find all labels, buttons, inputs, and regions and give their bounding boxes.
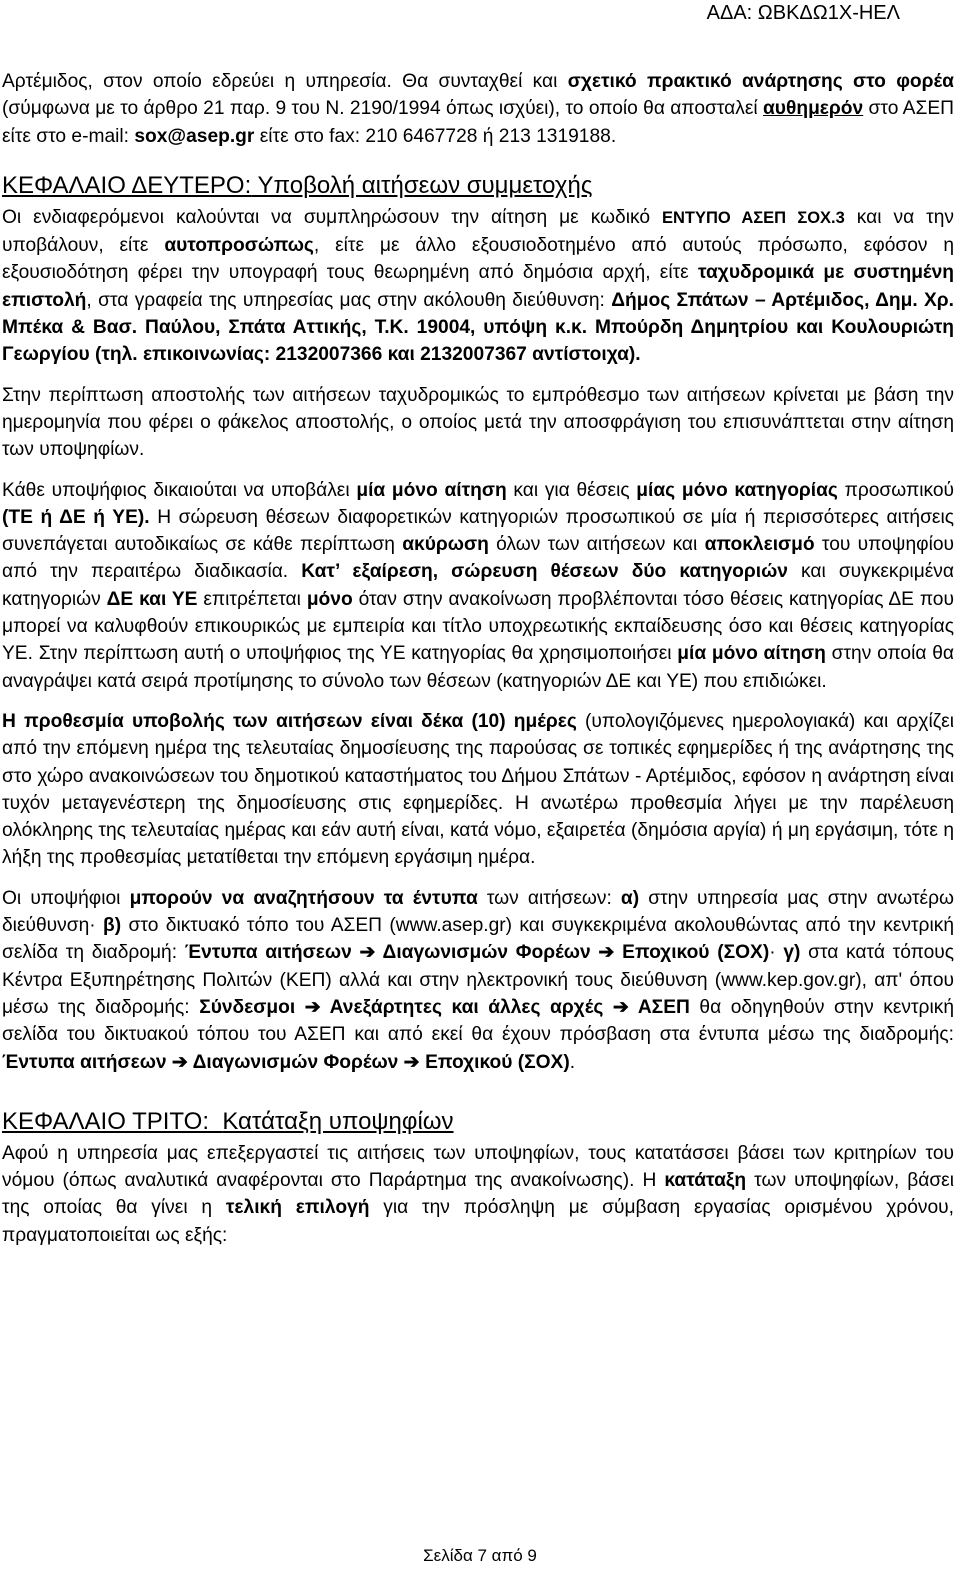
email-link[interactable]: sox@asep.gr — [134, 125, 255, 147]
office-address: Δήμος Σπάτων – Αρτέμιδος, Δημ. Χρ. Μπέκα & Βασ. Παύλου, Σπάτα Αττικής, Τ.Κ. 19004, υπόψη κ.κ. Μπούρδη Δημητρίου και Κουλουριώτη Γεωργίου (τηλ. επικοινωνίας: 2132007366 και 2132007367 αντίστοιχα). — [2, 289, 955, 366]
asep-forms-path-2: Έντυπα αιτήσεων ➔ Διαγωνισμών Φορέων ➔ Εποχικού (ΣΟΧ) — [2, 1051, 570, 1073]
paragraph-single-application: Κάθε υποψήφιος δικαιούται να υποβάλει μία μόνο αίτηση και για θέσεις μίας μόνο κατηγορίας προσωπικού (ΤΕ ή ΔΕ ή ΥΕ). Η σώρευση θέσεων διαφορετικών κατηγοριών προσωπικού σε μία ή περισσότερες αιτήσεις συνεπάγεται αυτοδικαίως σε κάθε περίπτωση ακύρωση όλων των αιτήσεων και αποκλεισμό του υποψηφίου από την περαιτέρω διαδικασία. Κατ’ εξαίρεση, σώρευση θέσεων δύο κατηγοριών και συγκεκριμένα κατηγοριών ΔΕ και ΥΕ επιτρέπεται μόνο όταν στην ανακοίνωση προβλέπονται τόσο θέσεις κατηγορίας ΔΕ που μπορεί να καλυφθούν επικουρικώς με εμπειρία και τίτλο υποχρεωτικής εκπαίδευσης όσο και θέσεις κατηγορίας ΥΕ. Στην περίπτωση αυτή ο υποψήφιος της ΥΕ κατηγορίας θα χρησιμοποιήσει μία μόνο αίτηση στην οποία θα αναγράψει κατά σειρά προτίμησης το σύνολο των θέσεων (κατηγοριών ΔΕ και ΥΕ) που επιδιώκει. — [2, 479, 955, 692]
section-heading-three: ΚΕΦΑΛΑΙΟ ΤΡΙΤΟ: Κατάταξη υποψηφίων — [2, 1107, 454, 1135]
paragraph-ranking: Αφού η υπηρεσία μας επεξεργαστεί τις αιτήσεις των υποψηφίων, τους κατατάσσει βάσει των κριτηρίων του νόμου (όπως αναλυτικά αναφέρονται στο Παράρτημα της ανακοίνωσης). Η κατάταξη των υποψηφίων, βάσει της οποίας θα γίνει η τελική επιλογή για την πρόσληψη με σύμβαση εργασίας ορισμένου χρόνου, πραγματοποιείται ως εξής: — [2, 1142, 954, 1246]
paragraph-postal: Στην περίπτωση αποστολής των αιτήσεων ταχυδρομικώς το εμπρόθεσμο των αιτήσεων κρίνεται με βάση την ημερομηνία που φέρει ο φάκελος αποστολής, ο οποίος μετά την αποσφράγιση του επισυνάπτεται στην αίτηση των υποψηφίων. — [2, 384, 954, 461]
paragraph-submission: Οι ενδιαφερόμενοι καλούνται να συμπληρώσουν την αίτηση με κωδικό ΕΝΤΥΠΟ ΑΣΕΠ ΣΟΧ.3 και να την υποβάλουν, είτε αυτοπροσώπως, είτε με άλλο εξουσιοδοτημένο από αυτούς πρόσωπο, εφόσον η εξουσιοδότηση φέρει την υπογραφή τους θεωρημένη από δημόσια αρχή, είτε ταχυδρομικά με συστημένη επιστολή, στα γραφεία της υπηρεσίας μας στην ακόλουθη διεύθυνση: Δήμος Σπάτων – Αρτέμιδος, Δημ. Χρ. Μπέκα & Βασ. Παύλου, Σπάτα Αττικής, Τ.Κ. 19004, υπόψη κ.κ. Μπούρδη Δημητρίου και Κουλουριώτη Γεωργίου (τηλ. επικοινωνίας: 2132007366 και 2132007367 αντίστοιχα). — [2, 206, 955, 366]
document-body — [2, 68, 954, 1249]
asep-forms-path: Έντυπα αιτήσεων ➔ Διαγωνισμών Φορέων ➔ Εποχικού (ΣΟΧ) — [184, 942, 770, 964]
paragraph-deadline: Η προθεσμία υποβολής των αιτήσεων είναι δέκα (10) ημέρες (υπολογιζόμενες ημερολογιακά) και αρχίζει από την επόμενη ημέρα της τελευταίας δημοσίευσης της παρούσας σε τοπικές εφημερίδες ή της ανάρτησης της στο χώρο ανακοινώσεων του δημοτικού καταστήματος του Δήμου Σπάτων - Αρτέμιδος, εφόσον η ανάρτηση είναι τυχόν μεταγενέστερη της δημοσίευσης στις εφημερίδες. Η ανωτέρω προθεσμία λήγει με την παρέλευση ολόκληρης της τελευταίας ημέρας και εάν αυτή είναι, κατά νόμο, εξαιρετέα (δημόσια αργία) ή μη εργάσιμη, τότε η λήξη της προθεσμίας μετατίθεται την επόμενη εργάσιμη ημέρα. — [2, 710, 954, 869]
section-heading-two: ΚΕΦΑΛΑΙΟ ΔΕΥΤΕΡΟ: Υποβολή αιτήσεων συμμετοχής — [2, 171, 593, 199]
page-number: Σελίδα 7 από 9 — [423, 1546, 537, 1565]
ada-code: ΑΔΑ: ΩΒΚΔΩ1Χ-ΗΕΛ — [706, 2, 900, 24]
paragraph-forms: Οι υποψήφιοι μπορούν να αναζητήσουν τα έντυπα των αιτήσεων: α) στην υπηρεσία μας στην ανωτέρω διεύθυνση· β) στο δικτυακό τόπο του ΑΣΕΠ (www.asep.gr) και συγκεκριμένα ακολουθώντας από την κεντρική σελίδα τη διαδρομή: Έντυπα αιτήσεων ➔ Διαγωνισμών Φορέων ➔ Εποχικού (ΣΟΧ)· γ) στα κατά τόπους Κέντρα Εξυπηρέτησης Πολιτών (ΚΕΠ) αλλά και στην ηλεκτρονική τους διεύθυνση (www.kep.gov.gr), απ' όπου μέσω της διαδρομής: Σύνδεσμοι ➔ Ανεξάρτητες και άλλες αρχές ➔ ΑΣΕΠ θα οδηγηθούν στην κεντρική σελίδα του δικτυακού τόπου του ΑΣΕΠ και από εκεί θα έχουν πρόσβαση στα έντυπα μέσω της διαδρομής: Έντυπα αιτήσεων ➔ Διαγωνισμών Φορέων ➔ Εποχικού (ΣΟΧ). — [2, 887, 954, 1073]
paragraph-posting: Αρτέμιδος, στον οποίο εδρεύει η υπηρεσία. Θα συνταχθεί και σχετικό πρακτικό ανάρτησης στο φορέα (σύμφωνα με το άρθρο 21 παρ. 9 του Ν. 2190/1994 όπως ισχύει), το οποίο θα αποσταλεί αυθημερόν στο ΑΣΕΠ είτε στο e-mail: sox@asep.gr είτε στο fax: 210 6467728 ή 213 1319188. — [2, 71, 954, 147]
kep-links-path: Σύνδεσμοι ➔ Ανεξάρτητες και άλλες αρχές ➔ ΑΣΕΠ — [199, 996, 690, 1018]
